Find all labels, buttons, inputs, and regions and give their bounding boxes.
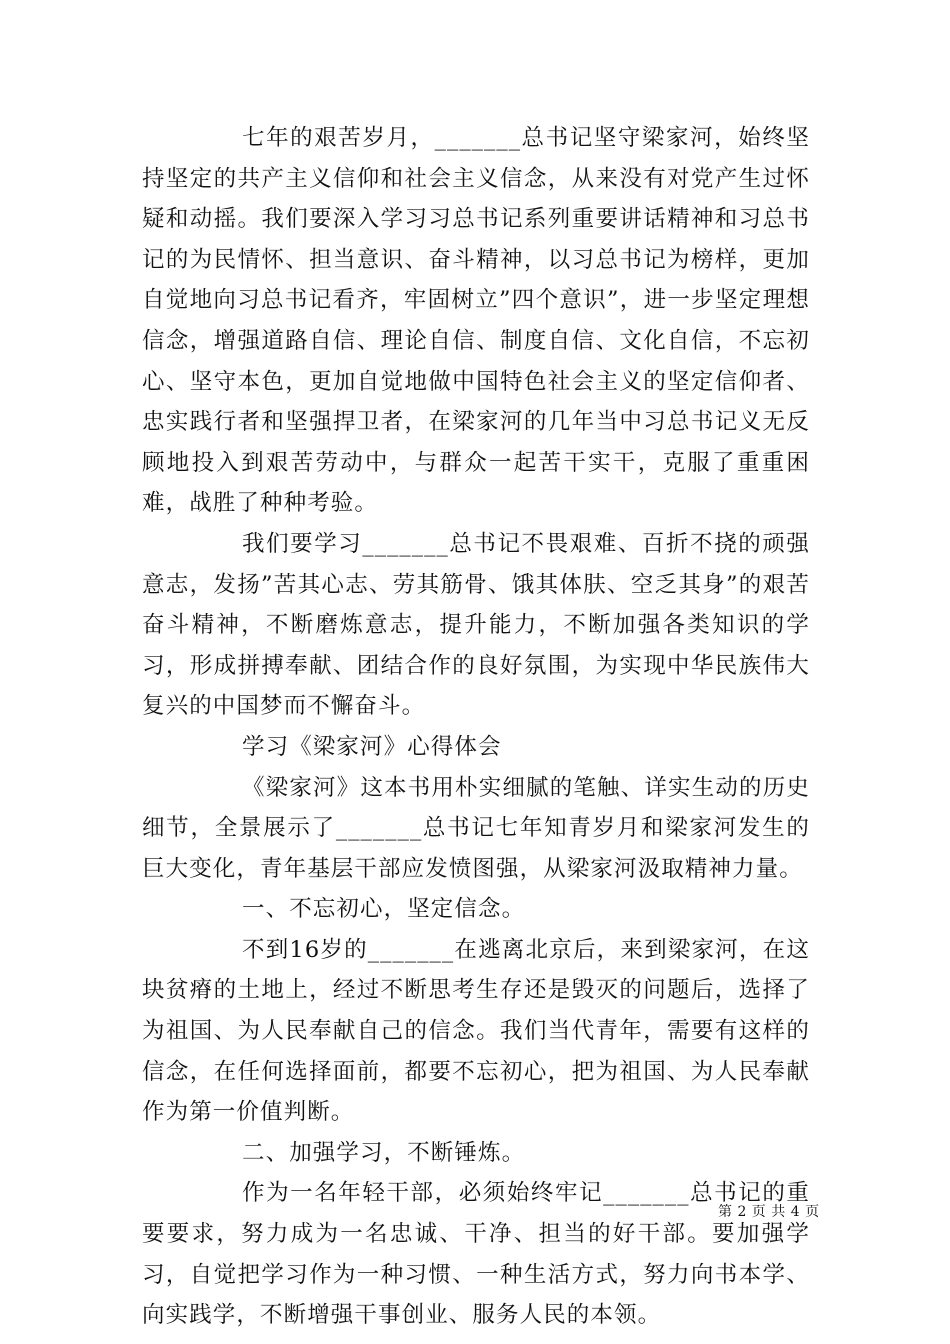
section-title: 学习《梁家河》心得体会 (242, 733, 502, 760)
paragraph-point-one: 不到16岁的_______在逃离北京后，来到梁家河，在这块贫瘠的土地上，经过不断思考生存还是毁灭的问题后，选择了为祖国、为人民奉献自己的信念。我们当代青年，需要有这样的信念，在任何选择面前，都要不忘初心，把为祖国、为人民奉献作为第一价值判断。 (142, 936, 810, 1126)
paragraph-book-intro: 《梁家河》这本书用朴实细腻的笔触、详实生动的历史细节，全景展示了_______总书记七年知青岁月和梁家河发生的巨大变化，青年基层干部应发愤图强，从梁家河汲取精神力量。 (142, 774, 810, 882)
page-number-footer: 第 2 页 共 4 页 (718, 1204, 820, 1220)
paragraph-point-two: 作为一名年轻干部，必须始终牢记_______总书记的重要要求，努力成为一名忠诚、干净、担当的好干部。要加强学习，自觉把学习作为一种习惯、一种生活方式，努力向书本学、向实践学，不断增强干事创业、服务人民的本领。 (142, 1180, 810, 1329)
paragraph-learn-perseverance: 我们要学习_______总书记不畏艰难、百折不挠的顽强意志，发扬”苦其心志、劳其筋骨、饿其体肤、空乏其身”的艰苦奋斗精神，不断磨炼意志，提升能力，不断加强各类知识的学习，形成拼搏奉献、团结合作的良好氛围，为实现中华民族伟大复兴的中国梦而不懈奋斗。 (142, 530, 810, 720)
heading-point-one: 一、不忘初心，坚定信念。 (242, 896, 526, 923)
paragraph-hardship-years: 七年的艰苦岁月，_______总书记坚守梁家河，始终坚持坚定的共产主义信仰和社会主义信念，从来没有对党产生过怀疑和动摇。我们要深入学习习总书记系列重要讲话精神和习总书记的为民情怀、担当意识、奋斗精神，以习总书记为榜样，更加自觉地向习总书记看齐，牢固树立”四个意识”，进一步坚定理想信念，增强道路自信、理论自信、制度自信、文化自信，不忘初心、坚守本色，更加自觉地做中国特色社会主义的坚定信仰者、忠实践行者和坚强捍卫者，在梁家河的几年当中习总书记义无反顾地投入到艰苦劳动中，与群众一起苦干实干，克服了重重困难，战胜了种种考验。 (142, 125, 810, 517)
heading-point-two: 二、加强学习，不断锤炼。 (242, 1139, 526, 1166)
document-body (142, 118, 810, 1336)
